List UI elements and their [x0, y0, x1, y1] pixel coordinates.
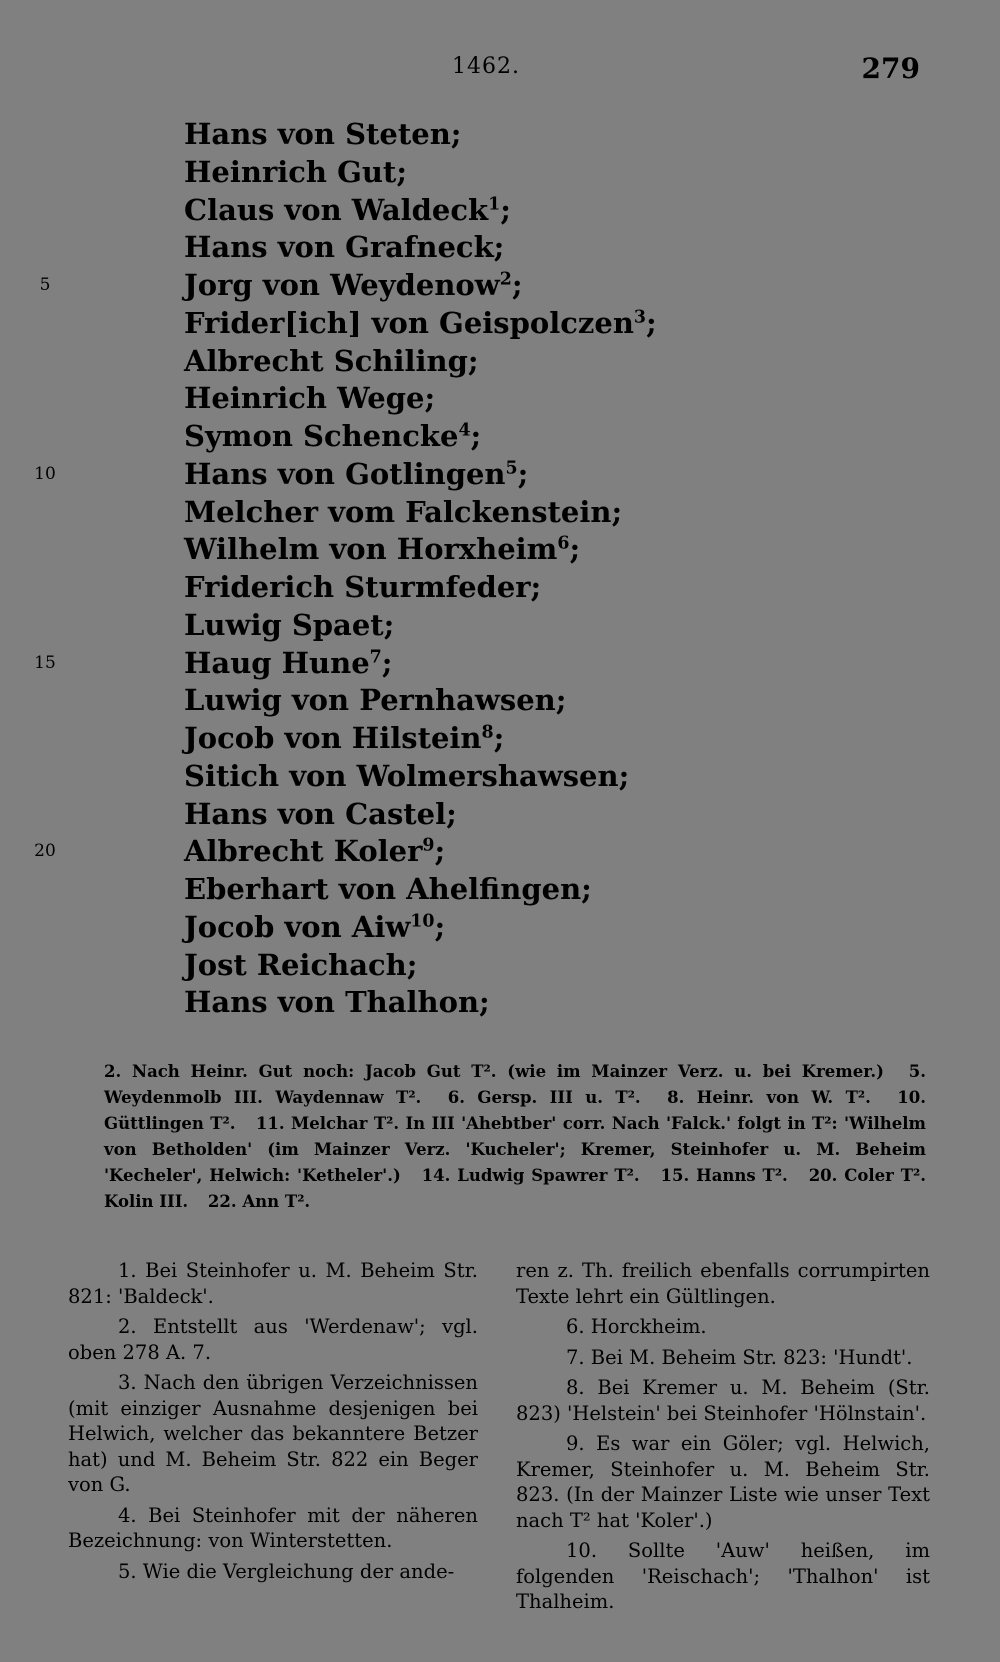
- verse-text: [184, 569, 541, 607]
- verse-line: [0, 984, 1000, 1022]
- variant-reading: 11. Melchar T². In III 'Ahebtber' corr. Nach 'Falck.' folgt in T²: 'Wilhelm von Betholden' (im Mainzer Verz. 'Kucheler'; Kremer, Steinhofer u. M. Beheim 'Kecheler', Helwich: 'Ketheler'.): [104, 1114, 926, 1185]
- verse-punctuation: ;: [517, 456, 529, 491]
- verse-name: Luwig von Pernhawsen;: [184, 683, 567, 718]
- verse-line: [0, 192, 1000, 230]
- verse-line: [0, 909, 1000, 947]
- footnote: 3. Nach den übrigen Verzeichnissen (mit einziger Ausnahme desjenigen bei Helwich, welcher das bekanntere Betzer hat) und M. Beheim Str. 822 ein Beger von G.: [68, 1371, 478, 1496]
- verse-text: [184, 418, 481, 456]
- verse-name: Luwig Spaet;: [184, 607, 395, 642]
- footnote: 2. Entstellt aus 'Werdenaw'; vgl. oben 278 A. 7.: [68, 1315, 478, 1364]
- verse-name: Melcher vom Falckenstein;: [184, 494, 623, 529]
- verse-line: [0, 871, 1000, 909]
- footnote-marker: 4: [458, 420, 471, 441]
- verse-line: [0, 645, 1000, 683]
- verse-text: [184, 833, 445, 871]
- footnote-marker: 2: [499, 269, 512, 290]
- verse-text: [184, 645, 393, 683]
- verse-text: [184, 154, 407, 192]
- verse-line: [0, 607, 1000, 645]
- verse-text: [184, 758, 629, 796]
- verse-punctuation: ;: [500, 192, 511, 227]
- footnote-marker: 3: [633, 307, 647, 328]
- verse-line: [0, 758, 1000, 796]
- verse-text: [184, 947, 417, 985]
- verse-line: [0, 456, 1000, 494]
- verse-line: [0, 531, 1000, 569]
- verse-text: [184, 192, 511, 230]
- verse-punctuation: ;: [646, 305, 657, 340]
- verse-text: [184, 305, 657, 343]
- variant-reading: 20. Coler T². Kolin III.: [104, 1166, 926, 1211]
- verse-text: [184, 267, 523, 305]
- footnote: 9. Es war ein Göler; vgl. Helwich, Kremer, Steinhofer u. M. Beheim Str. 823. (In der Mainzer Liste wie unser Text nach T² hat 'Koler'.): [516, 1432, 930, 1532]
- verse-name: Wilhelm von Horxheim: [184, 532, 558, 567]
- variant-readings: [104, 1059, 926, 1215]
- footnote: 8. Bei Kremer u. M. Beheim (Str. 823) 'Helstein' bei Steinhofer 'Hölnstain'.: [516, 1376, 930, 1425]
- footnotes-left-column: [68, 1258, 478, 1589]
- verse-punctuation: ;: [434, 909, 446, 944]
- running-header-year: 1462.: [452, 54, 520, 79]
- footnote: 10. Sollte 'Auw' heißen, im folgenden 'Reischach'; 'Thalhon' ist Thalheim.: [516, 1539, 930, 1613]
- verse-text: [184, 380, 435, 418]
- verse-text: [184, 116, 462, 154]
- verse-line: [0, 116, 1000, 154]
- line-number: 5: [39, 275, 51, 295]
- verse-name: Hans von Gotlingen: [184, 456, 506, 491]
- verse-text: [184, 531, 580, 569]
- verse-punctuation: ;: [470, 419, 482, 453]
- verse-name: Hans von Castel;: [184, 796, 457, 831]
- verse-line: [0, 569, 1000, 607]
- verse-name: Heinrich Wege;: [184, 381, 436, 416]
- verse-line: [0, 494, 1000, 532]
- verse-text: [184, 607, 394, 645]
- verse-text: [184, 796, 457, 834]
- verse-line: [0, 682, 1000, 720]
- verse-line: [0, 796, 1000, 834]
- verse-text: [184, 229, 504, 267]
- verse-text: [184, 682, 566, 720]
- footnote: 7. Bei M. Beheim Str. 823: 'Hundt'.: [566, 1345, 913, 1369]
- footnote-marker: 1: [488, 193, 501, 214]
- verse-text: [184, 720, 504, 758]
- variant-reading: 14. Ludwig Spawrer T².: [421, 1166, 640, 1185]
- footnote-marker: 7: [369, 646, 382, 667]
- verse-text: [184, 343, 479, 381]
- verse-name: Jocob von Hilstein: [184, 721, 482, 755]
- verse-text: [184, 909, 445, 947]
- line-number: 20: [34, 841, 56, 862]
- verse-punctuation: ;: [381, 645, 393, 680]
- footnote: 1. Bei Steinhofer u. M. Beheim Str. 821: 'Baldeck'.: [68, 1259, 478, 1308]
- verse-line: [0, 833, 1000, 871]
- verse-text: [184, 494, 622, 532]
- variant-reading: 6. Gersp. III u. T².: [447, 1088, 641, 1107]
- verse-punctuation: ;: [493, 721, 505, 755]
- footnote: 6. Horckheim.: [566, 1315, 707, 1338]
- verse-line: [0, 418, 1000, 456]
- footnote-marker: 8: [481, 722, 494, 743]
- verse-name: Hans von Grafneck;: [184, 230, 505, 265]
- verse-list: [0, 116, 1000, 1022]
- verse-text: [184, 871, 592, 909]
- verse-name: Friderich Sturmfeder;: [184, 570, 542, 604]
- verse-name: Haug Hune: [184, 645, 370, 680]
- page-number: 279: [861, 52, 920, 85]
- verse-name: Jocob von Aiw: [184, 909, 411, 944]
- verse-name: Sitich von Wolmershawsen;: [184, 758, 630, 793]
- verse-line: [0, 947, 1000, 985]
- variant-reading: 10. Güttlingen T².: [104, 1088, 927, 1133]
- verse-line: [0, 154, 1000, 192]
- verse-name: Jorg von Weydenow: [184, 268, 500, 302]
- footnote: ren z. Th. freilich ebenfalls corrumpirten Texte lehrt ein Gültlingen.: [516, 1259, 930, 1308]
- verse-line: [0, 305, 1000, 343]
- variant-reading: 8. Heinr. von W. T².: [667, 1088, 871, 1107]
- verse-name: Jost Reichach;: [184, 947, 418, 982]
- verse-line: [0, 267, 1000, 305]
- verse-line: [0, 380, 1000, 418]
- verse-name: Eberhart von Ahelfingen;: [184, 872, 592, 906]
- footnote-marker: 9: [422, 835, 435, 856]
- footnote-marker: 10: [410, 911, 435, 932]
- verse-name: Albrecht Koler: [184, 834, 423, 869]
- verse-name: Heinrich Gut;: [184, 154, 408, 189]
- variant-reading: 2. Nach Heinr. Gut noch: Jacob Gut T². (wie im Mainzer Verz. u. bei Kremer.): [104, 1062, 884, 1081]
- verse-line: [0, 720, 1000, 758]
- variant-reading: 22. Ann T².: [207, 1192, 311, 1211]
- verse-name: Hans von Thalhon;: [184, 985, 490, 1020]
- verse-name: Albrecht Schiling;: [184, 343, 479, 378]
- verse-name: Hans von Steten;: [184, 117, 462, 151]
- footnote: 5. Wie die Vergleichung der ande-: [118, 1559, 455, 1583]
- verse-punctuation: ;: [569, 532, 581, 567]
- verse-name: Symon Schencke: [184, 419, 459, 453]
- verse-name: Frider[ich] von Geispolczen: [184, 305, 634, 340]
- footnotes-right-column: [516, 1258, 930, 1620]
- verse-name: Claus von Waldeck: [184, 192, 489, 227]
- verse-line: [0, 343, 1000, 381]
- footnote: 4. Bei Steinhofer mit der näheren Bezeichnung: von Winterstetten.: [68, 1503, 478, 1552]
- verse-text: [184, 456, 528, 494]
- line-number: 10: [34, 463, 56, 484]
- verse-line: [0, 229, 1000, 267]
- footnote-marker: 6: [557, 533, 570, 554]
- variant-reading: 5. Weydenmolb III. Waydennaw T².: [104, 1062, 926, 1107]
- verse-punctuation: ;: [511, 268, 523, 302]
- line-number: 15: [34, 652, 56, 673]
- verse-text: [184, 984, 490, 1022]
- variant-reading: 15. Hanns T².: [660, 1166, 788, 1185]
- verse-punctuation: ;: [434, 834, 446, 869]
- footnote-marker: 5: [505, 458, 518, 479]
